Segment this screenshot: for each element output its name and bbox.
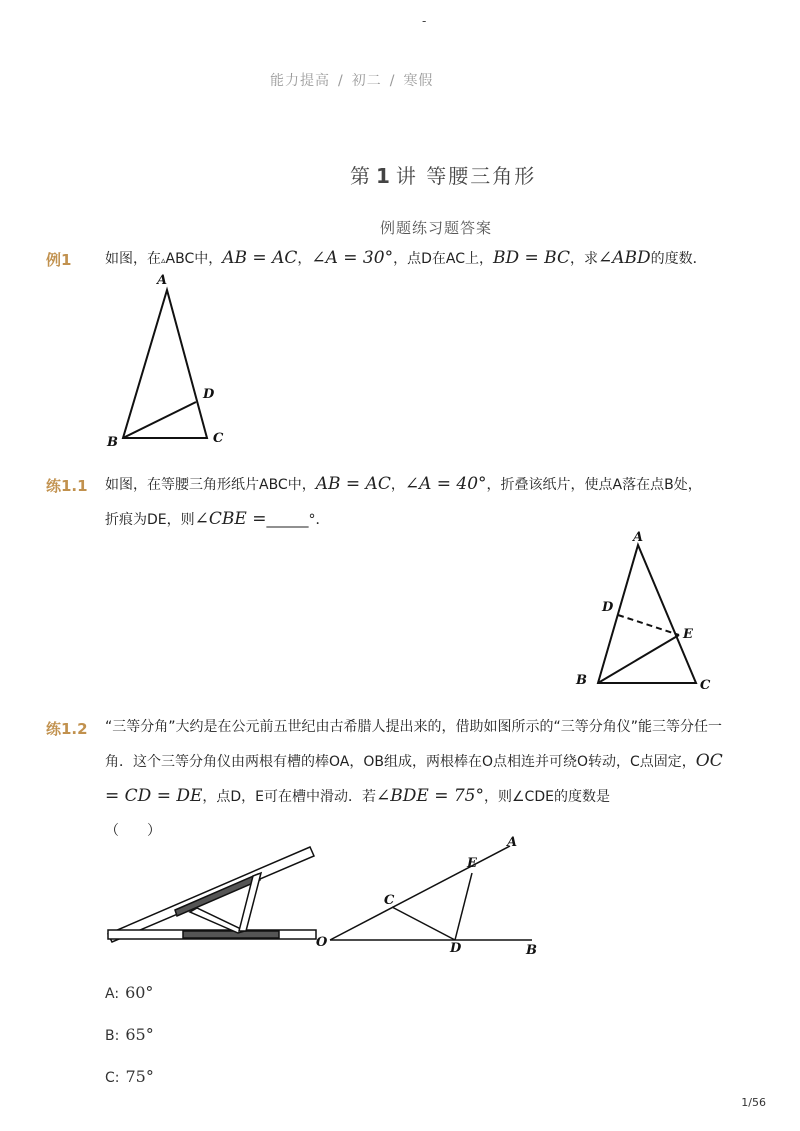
breadcrumb-separator: / xyxy=(389,73,396,89)
option-letter: A: xyxy=(105,986,120,1002)
answer-option-a[interactable] xyxy=(105,983,153,1002)
breadcrumb-item-level: 能力提高 xyxy=(270,73,330,89)
figure-triangle-abd xyxy=(95,270,245,450)
breadcrumb-item-term: 寒假 xyxy=(403,73,434,89)
option-value: 60° xyxy=(125,983,154,1002)
point-label-b: B xyxy=(107,435,118,450)
option-letter: B: xyxy=(105,1028,120,1044)
option-letter: C: xyxy=(105,1070,120,1086)
option-value: 75° xyxy=(125,1067,154,1086)
point-label-a: A xyxy=(507,835,518,850)
text-fragment: °． xyxy=(308,512,330,528)
text-fragment: 如图，在 xyxy=(105,251,161,267)
lecture-unit: 讲 xyxy=(395,164,418,188)
question-label-p12: 练1.2 xyxy=(46,720,88,738)
text-fragment: ，折叠该纸片，使点A落在点B处， xyxy=(486,477,702,493)
text-fragment: 折痕为DE，则 xyxy=(105,512,195,528)
lecture-name: 等腰三角形 xyxy=(426,164,537,188)
option-value: 65° xyxy=(125,1025,154,1044)
figure-lines xyxy=(330,846,532,940)
point-label-a: A xyxy=(157,273,168,288)
answer-blank: ______ xyxy=(266,512,309,528)
fold-line-de xyxy=(618,615,679,635)
text-fragment: ， xyxy=(390,477,405,493)
lecture-prefix: 第 xyxy=(350,164,372,188)
math-expression: OC = CD = DE xyxy=(105,751,723,806)
text-fragment: ，点D在AC上， xyxy=(393,251,493,267)
page-subtitle: 例题练习题答案 xyxy=(380,219,493,237)
text-fragment: ，则∠CDE的度数是 xyxy=(484,789,610,805)
math-expression: AB = AC xyxy=(222,248,298,268)
lecture-number: 1 xyxy=(376,164,392,188)
math-expression: ∠A = 40° xyxy=(404,474,487,494)
segment-cd xyxy=(392,907,455,940)
point-label-d: D xyxy=(602,600,614,615)
answer-option-b[interactable] xyxy=(105,1025,154,1044)
answer-parentheses: （ ） xyxy=(105,823,161,839)
segment-bd xyxy=(123,402,196,438)
math-expression: BD = BC xyxy=(492,248,570,268)
text-fragment: 如图，在等腰三角形纸片ABC中， xyxy=(105,477,316,493)
figure-folded-triangle xyxy=(570,525,720,695)
math-expression: ∠CBE = xyxy=(194,509,267,529)
page-number: 1/56 xyxy=(741,1096,766,1109)
triangle-symbol: ▵ xyxy=(161,256,166,266)
breadcrumb xyxy=(270,70,433,90)
figure-trisector-diagram xyxy=(310,832,550,962)
trisector-instrument-figure xyxy=(105,842,320,952)
point-label-c: C xyxy=(384,893,395,908)
math-expression: ∠BDE = 75° xyxy=(376,786,484,806)
page-title xyxy=(350,160,536,189)
point-label-o: O xyxy=(316,935,328,950)
question-label-p11: 练1.1 xyxy=(46,477,88,495)
point-label-e: E xyxy=(683,627,693,642)
rod-ob-slot xyxy=(183,931,279,938)
instrument-drawing xyxy=(108,847,316,942)
math-expression: ∠ABD xyxy=(597,248,651,268)
point-label-c: C xyxy=(213,431,224,446)
breadcrumb-item-grade: 初二 xyxy=(351,73,382,89)
text-fragment: ABC中， xyxy=(165,251,223,267)
breadcrumb-separator: / xyxy=(338,73,344,89)
question-text-p12 xyxy=(105,710,725,848)
text-fragment: ， xyxy=(297,251,312,267)
point-label-d: D xyxy=(203,387,215,402)
question-label-ex1: 例1 xyxy=(46,251,72,269)
text-fragment: “三等分角”大约是在公元前五世纪由古希腊人提出来的，借助如图所示的“三等分角仪”能三等分任一角．这个三等分角仪由两根有槽的棒OA，OB组成，两根棒在O点相连并可绕O转动，C点固定， xyxy=(105,719,723,770)
segment-de xyxy=(455,873,472,940)
math-expression: AB = AC xyxy=(315,474,391,494)
text-fragment: 的度数． xyxy=(650,251,707,267)
text-fragment: ，求 xyxy=(569,251,598,267)
ray-oa xyxy=(330,846,510,940)
text-fragment: ，点D，E可在槽中滑动．若 xyxy=(202,789,377,805)
math-expression: ∠A = 30° xyxy=(311,248,394,268)
answer-option-c[interactable] xyxy=(105,1067,154,1086)
point-label-b: B xyxy=(576,673,587,688)
point-label-c: C xyxy=(700,678,711,693)
point-label-e: E xyxy=(467,856,477,871)
point-label-a: A xyxy=(633,530,644,545)
top-mark: - xyxy=(422,14,427,28)
triangle-abc xyxy=(123,290,207,438)
point-label-b: B xyxy=(526,943,537,958)
figure-lines xyxy=(123,290,207,438)
point-label-d: D xyxy=(450,941,462,956)
